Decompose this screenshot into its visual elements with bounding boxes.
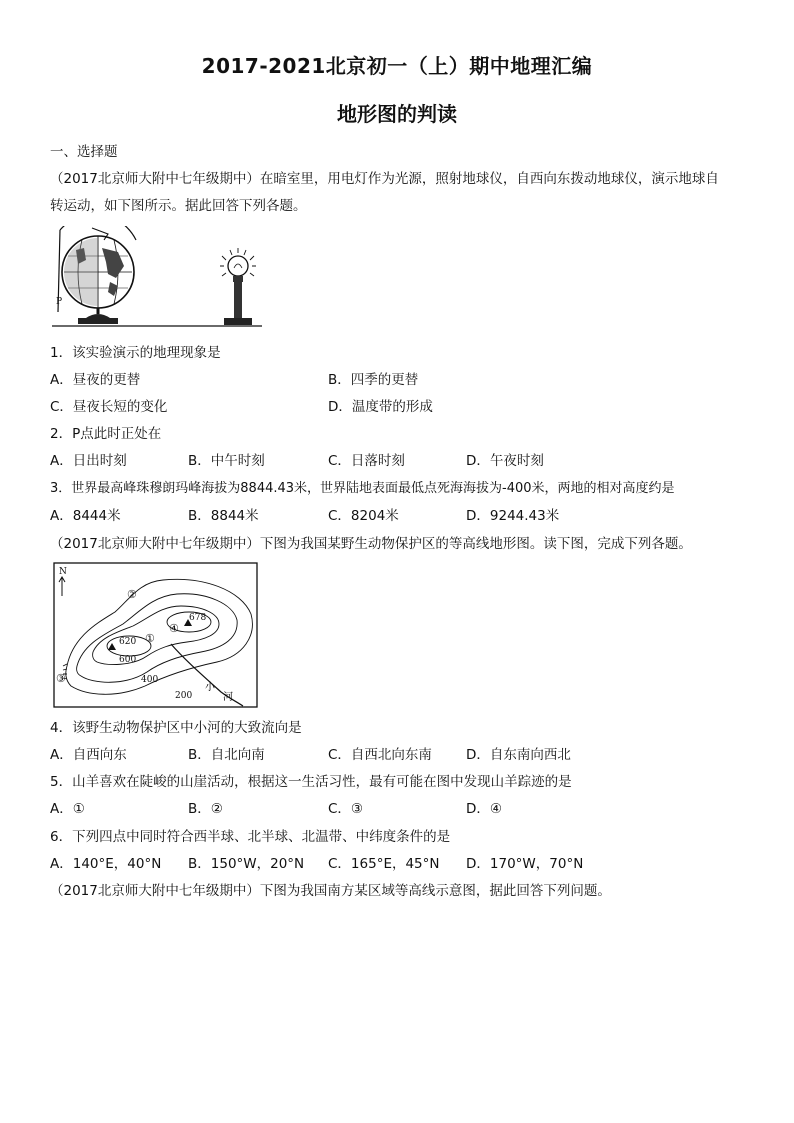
q6-option-a[interactable]: A．140°E，40°N <box>50 856 162 872</box>
q6-option-c[interactable]: C．165°E，45°N <box>328 856 440 872</box>
q4-option-b[interactable]: B．自北向南 <box>188 747 265 763</box>
q5-option-b[interactable]: B．② <box>188 801 223 817</box>
q3-option-b[interactable]: B．8844米 <box>188 508 259 524</box>
q1-option-a[interactable]: A．昼夜的更替 <box>50 372 141 388</box>
mark-4: ④ <box>169 622 179 635</box>
peak-620-label: 620 <box>119 637 137 647</box>
contour-600-label: 600 <box>119 655 137 665</box>
q4-option-c[interactable]: C．自西北向东南 <box>328 747 432 763</box>
q2-option-d[interactable]: D．午夜时刻 <box>466 453 544 469</box>
north-label: N <box>59 567 67 577</box>
lamp <box>220 248 256 325</box>
q4-option-a[interactable]: A．自西向东 <box>50 747 127 763</box>
contour-200-label: 200 <box>175 691 193 701</box>
q2-option-b[interactable]: B．中午时刻 <box>188 453 265 469</box>
label-p: P <box>56 297 63 307</box>
q2-option-a[interactable]: A．日出时刻 <box>50 453 127 469</box>
river-label-1: 小 <box>205 682 215 693</box>
mark-3: ③ <box>56 672 66 685</box>
mark-2: ② <box>127 588 137 601</box>
intro2: （2017北京师大附中七年级期中）下图为我国某野生动物保护区的等高线地形图。读下图，完成下列各题。 <box>50 536 692 552</box>
q1-stem: 1．该实验演示的地理现象是 <box>50 345 221 361</box>
document-subtitle: 地形图的判读 <box>337 102 457 126</box>
intro1-line2: 转运动，如下图所示。据此回答下列各题。 <box>50 198 307 214</box>
globe <box>58 226 136 324</box>
q3-option-c[interactable]: C．8204米 <box>328 508 399 524</box>
q5-stem: 5．山羊喜欢在陡峻的山崖活动，根据这一生活习性，最有可能在图中发现山羊踪迹的是 <box>50 774 572 790</box>
contour-map-figure <box>53 562 258 708</box>
section-heading: 一、选择题 <box>50 144 118 160</box>
q6-option-d[interactable]: D．170°W，70°N <box>466 856 584 872</box>
intro1-line1: （2017北京师大附中七年级期中）在暗室里，用电灯作为光源，照射地球仪，自西向东拨动地球仪，演示地球自 <box>50 171 719 187</box>
q6-stem: 6．下列四点中同时符合西半球、北半球、北温带、中纬度条件的是 <box>50 829 451 845</box>
q3-option-d[interactable]: D．9244.43米 <box>466 508 560 524</box>
q5-option-c[interactable]: C．③ <box>328 801 364 817</box>
globe-lamp-figure <box>52 226 266 330</box>
mark-1: ① <box>145 632 155 645</box>
intro3: （2017北京师大附中七年级期中）下图为我国南方某区域等高线示意图，据此回答下列问题。 <box>50 883 611 899</box>
document-title: 2017-2021北京初一（上）期中地理汇编 <box>201 54 593 78</box>
contour-400-label: 400 <box>141 675 159 685</box>
q1-option-d[interactable]: D．温度带的形成 <box>328 399 433 415</box>
q1-option-c[interactable]: C．昼夜长短的变化 <box>50 399 168 415</box>
q1-option-b[interactable]: B．四季的更替 <box>328 372 419 388</box>
peak-678-label: 678 <box>189 613 207 623</box>
q3-stem: 3．世界最高峰珠穆朗玛峰海拔为8844.43米，世界陆地表面最低点死海海拔为-400米，两地的相对高度约是 <box>50 481 675 496</box>
q5-option-a[interactable]: A．① <box>50 801 85 817</box>
q6-option-b[interactable]: B．150°W，20°N <box>188 856 305 872</box>
q2-stem: 2．P点此时正处在 <box>50 426 162 442</box>
q3-option-a[interactable]: A．8444米 <box>50 508 121 524</box>
river-label-2: 河 <box>223 692 233 703</box>
q2-option-c[interactable]: C．日落时刻 <box>328 453 405 469</box>
q5-option-d[interactable]: D．④ <box>466 801 502 817</box>
q4-stem: 4．该野生动物保护区中小河的大致流向是 <box>50 720 302 736</box>
q4-option-d[interactable]: D．自东南向西北 <box>466 747 571 763</box>
